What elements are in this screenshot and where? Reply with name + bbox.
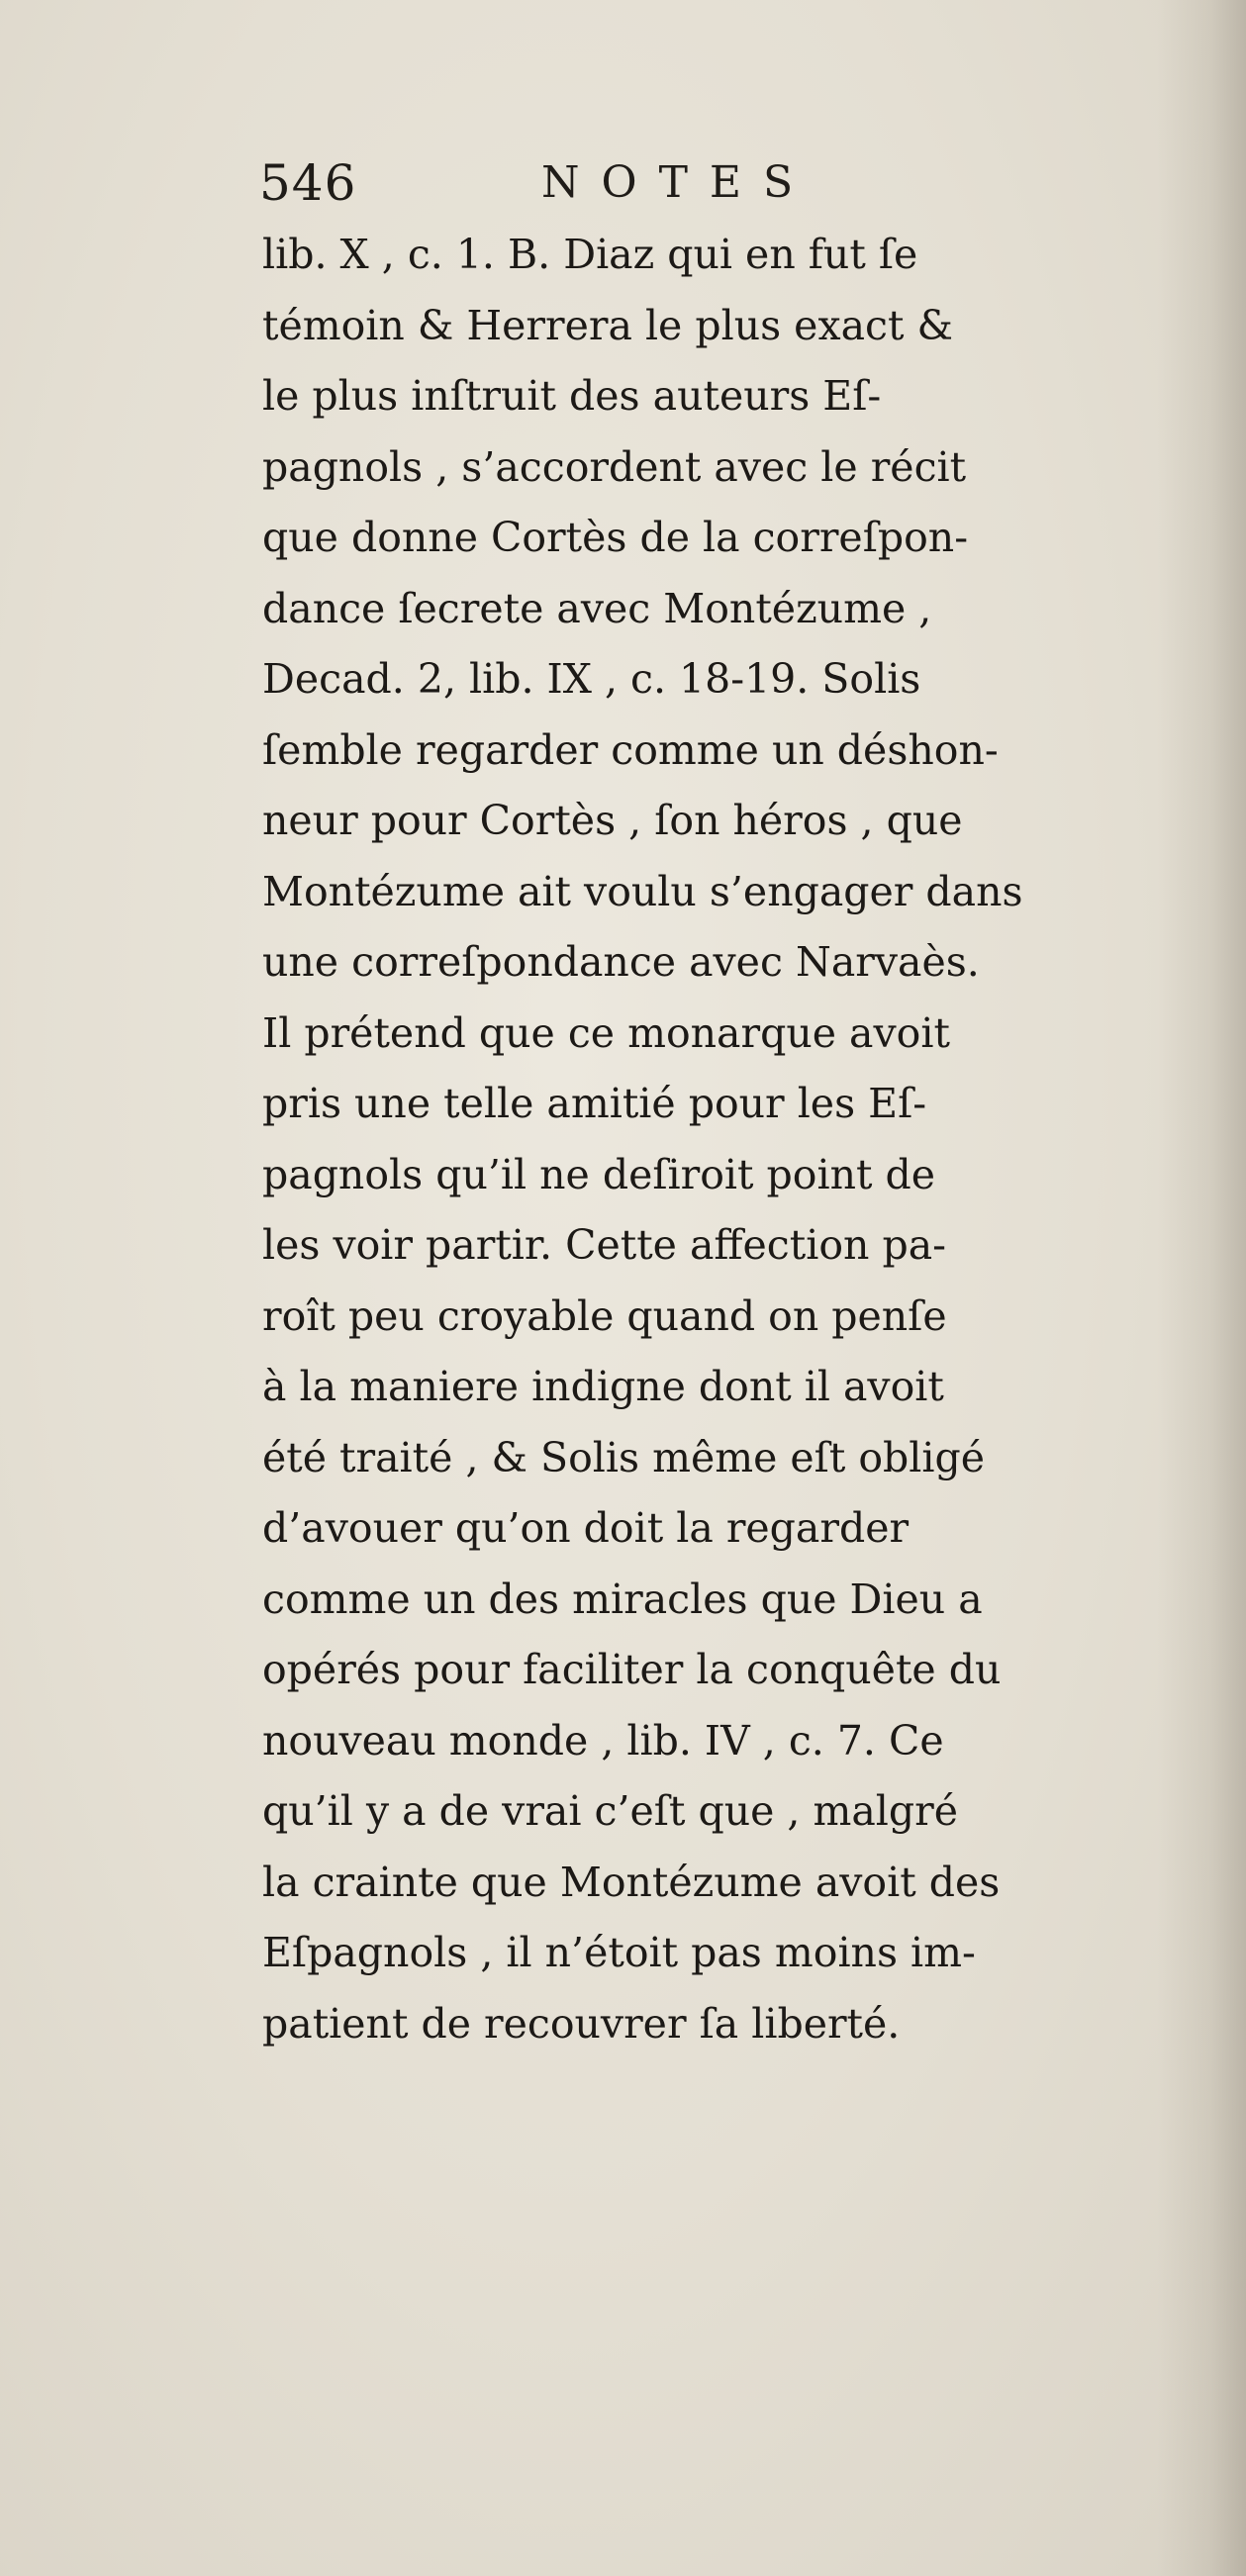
- text-line: dance ſecrete avec Montézume ,: [262, 584, 932, 632]
- text-line: Decad. 2, lib. IX , c. 18-19. Solis: [262, 655, 921, 703]
- text-line: que donne Cortès de la correſpon-: [262, 514, 969, 561]
- text-line: témoin & Herrera le plus exact &: [262, 301, 953, 349]
- text-line: nouveau monde , lib. IV , c. 7. Ce: [262, 1716, 944, 1765]
- text-line: roît peu croyable quand on penſe: [262, 1291, 947, 1340]
- text-line: les voir partir. Cette affection pa-: [262, 1221, 947, 1269]
- text-line: neur pour Cortès , ſon héros , que: [262, 797, 963, 844]
- text-line: opérés pour faciliter la conquête du: [262, 1646, 1002, 1693]
- text-line: patient de recouvrer ſa liberté.: [262, 1999, 901, 2048]
- text-line: qu’il y a de vrai c’eſt que , malgré: [262, 1787, 959, 1835]
- text-line: une correſpondance avec Narvaès.: [262, 938, 980, 986]
- text-line: pagnols qu’il ne deſiroit point de: [262, 1150, 936, 1198]
- text-line: à la maniere indigne dont il avoit: [262, 1363, 944, 1410]
- text-line: Eſpagnols , il n’étoit pas moins im-: [262, 1929, 976, 1976]
- text-line: pagnols , s’accordent avec le récit: [262, 442, 967, 491]
- text-line: Montézume ait voulu s’engager dans: [262, 867, 1023, 915]
- text-line: le plus inſtruit des auteurs Eſ-: [262, 372, 882, 420]
- running-head: NOTES: [541, 157, 815, 208]
- text-line: lib. X , c. 1. B. Diaz qui en fut ſe: [262, 231, 918, 278]
- page-header: [259, 148, 1011, 218]
- text-line: comme un des miracles que Dieu a: [262, 1574, 983, 1623]
- text-line: la crainte que Montézume avoit des: [262, 1858, 1001, 1906]
- text-line: ſemble regarder comme un déshon-: [262, 725, 999, 774]
- text-line: pris une telle amitié pour les Eſ-: [262, 1080, 927, 1127]
- text-line: d’avouer qu’on doit la regarder: [262, 1504, 910, 1552]
- page-number: 546: [259, 154, 357, 212]
- text-line: Il prétend que ce monarque avoit: [262, 1008, 950, 1057]
- body-text: [262, 220, 1173, 2059]
- text-line: été traité , & Solis même eſt obligé: [262, 1433, 986, 1481]
